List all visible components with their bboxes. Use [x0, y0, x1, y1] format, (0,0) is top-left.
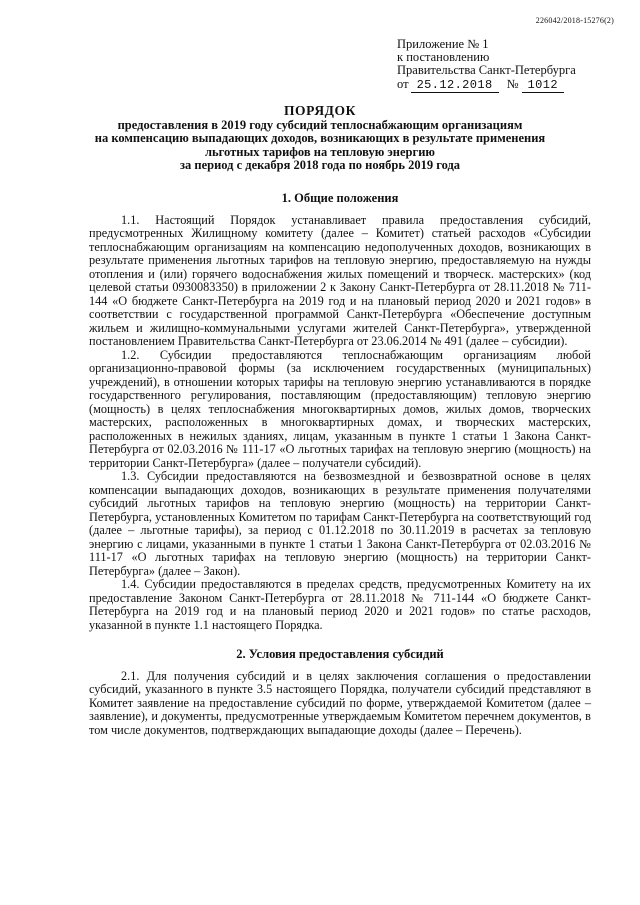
title-line-3: льготных тарифов на тепловую энергию — [205, 144, 435, 159]
document-body — [89, 192, 591, 737]
resolution-date: 25.12.2018 — [411, 78, 499, 93]
paragraph-1-2: 1.2. Субсидии предоставляются теплоснабжающим организациям любой организационно-правовой формы (за исключением государственных (муниципальных) учреждений), в отношении которых тарифы на тепловую энергию устанавливаются в порядке государственного регулирования, поставляющим (предоставляющим) тепловую энергию (мощность) в целях теплоснабжения многоквартирных домов, жилых домов, творческих мастерских, расположенных в многоквартирных домах, и творческих мастерских, расположенных в нежилых зданиях, лицам, указанным в пункте 1 статьи 1 Закона Санкт-Петербурга от 02.03.2016 № 111-17 «О льготных тарифах на тепловую энергию (мощность) на территории Санкт-Петербурга» (далее – получатели субсидий). — [89, 347, 591, 470]
section-2-heading: 2. Условия предоставления субсидий — [236, 647, 444, 661]
document-registration-number: 226042/2018-15276(2) — [535, 16, 614, 25]
number-prefix: № — [506, 76, 519, 91]
document-title — [40, 104, 600, 172]
paragraph-1-1: 1.1. Настоящий Порядок устанавливает правила предоставления субсидий, предусмотренных Жилищному комитету (далее – Комитет) статьей расходов «Субсидии теплоснабжающим организациям на компенсацию недополученных доходов, возникающих в результате применения льготных тарифов на тепловую энергию, предоставляемую на нужды отопления и (или) горячего водоснабжения жилых помещений и творческ. мастерских» (код целевой статьи 0930083350) в приложении 2 к Закону Санкт-Петербурга от 28.11.2018 № 711-144 «О бюджете Санкт-Петербурга на 2019 год и на плановый период 2020 и 2021 годов» в соответствии с государственной программой Санкт-Петербурга «Обеспечение доступным жильем и жилищно-коммунальными услугами жителей Санкт-Петербурга», утвержденной постановлением Правительства Санкт-Петербурга от 23.06.2014 № 491 (далее – субсидии). — [89, 212, 591, 348]
appendix-block — [397, 38, 612, 92]
appendix-to-resolution: к постановлению — [397, 50, 490, 65]
paragraph-2-1: 2.1. Для получения субсидий и в целях заключения соглашения о предоставлении субсидий, указанного в пункте 3.5 настоящего Порядка, получатели субсидий представляют в Комитет заявление на предоставление субсидий по форме, утверждаемой Комитетом (далее – заявление), и документы, предусмотренные утверждаемым Комитетом перечнем документов, в том числе документов, подтверждающих выпадающие доходы (далее – Перечень). — [89, 668, 591, 737]
title-line-4: за период с декабря 2018 года по ноябрь 2019 года — [179, 157, 461, 172]
section-1-heading: 1. Общие положения — [281, 191, 399, 205]
appendix-date-number-line — [397, 78, 612, 92]
appendix-government: Правительства Санкт-Петербурга — [397, 63, 576, 78]
paragraph-1-4: 1.4. Субсидии предоставляются в пределах средств, предусмотренных Комитету на их предоставление Законом Санкт-Петербурга от 28.11.2018 № 711-144 «О бюджете Санкт-Петербурга на 2019 год и на плановый период 2020 и 2021 годов» по статье расходов, указанной в пункте 1.1 настоящего Порядка. — [89, 577, 591, 632]
appendix-label: Приложение № 1 — [397, 37, 489, 51]
paragraph-1-3: 1.3. Субсидии предоставляются на безвозмездной и безвозвратной основе в целях компенсации выпадающих доходов, возникающих в результате применения получателями субсидий льготных тарифов на тепловую энергию (мощность) на территории Санкт-Петербурга, установленных Комитетом по тарифам Санкт-Петербурга на соответствующий год (далее – льготные тарифы), за период с 01.12.2018 по 30.11.2019 в расчетах за тепловую энергию с лицами, указанными в пункте 1 статьи 1 Закона Санкт-Петербурга от 02.03.2016 № 111-17 «О льготных тарифах на тепловую энергию (мощность) на территории Санкт-Петербурга» (далее – Закон). — [89, 469, 591, 578]
resolution-number: 1012 — [522, 78, 564, 93]
title-main: ПОРЯДОК — [283, 103, 357, 118]
title-line-2: на компенсацию выпадающих доходов, возникающих в результате применения — [94, 131, 546, 146]
date-prefix: от — [397, 76, 409, 91]
title-line-1: предоставления в 2019 году субсидий теплоснабжающим организациям — [117, 118, 523, 133]
